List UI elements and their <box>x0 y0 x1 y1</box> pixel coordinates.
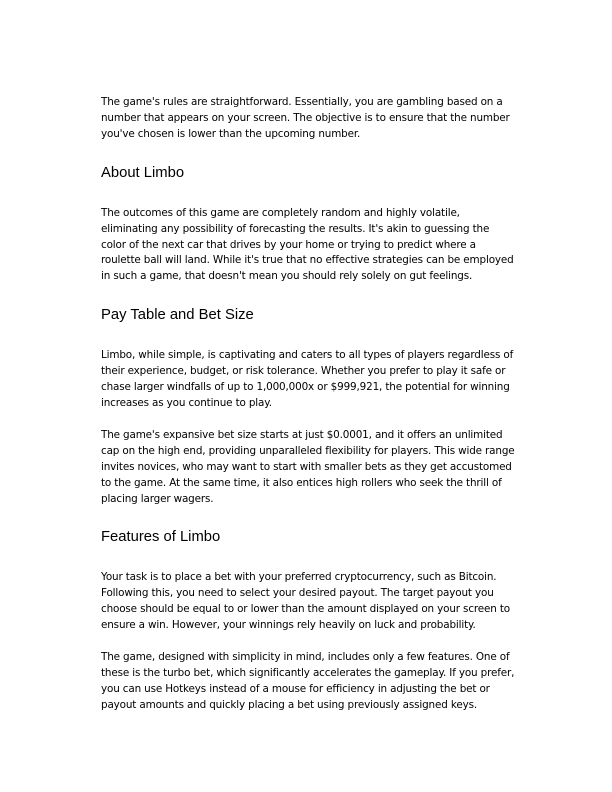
intro-paragraph: The game's rules are straightforward. Essentially, you are gambling based on a number that appears on your screen. The objective is to ensure that the number you've chosen is lower than the upcoming number. <box>101 96 510 140</box>
about-limbo-paragraph: The outcomes of this game are completely random and highly volatile, eliminating any possibility of forecasting the results. It's akin to guessing the color of the next car that drives by your home or trying to predict where a roulette ball will land. While it's true that no effective strategies can be employed in such a game, that doesn't mean you should rely solely on gut feelings. <box>101 206 514 283</box>
document-page <box>101 95 515 730</box>
heading-about-limbo: About Limbo <box>101 164 185 181</box>
heading-features: Features of Limbo <box>101 529 221 546</box>
heading-pay-table: Pay Table and Bet Size <box>101 307 254 324</box>
pay-table-paragraph-2: The game's expansive bet size starts at just $0.0001, and it offers an unlimited cap on the high end, providing unparalleled flexibility for players. This wide range invites novices, who may want to start with smaller bets as they get accustomed to the game. At the same time, it also entices high rollers who seek the thrill of placing larger wagers. <box>101 428 515 505</box>
features-paragraph-2: The game, designed with simplicity in mind, includes only a few features. One of these is the turbo bet, which significantly accelerates the gameplay. If you prefer, you can use Hotkeys instead of a mouse for efficiency in adjusting the bet or payout amounts and quickly placing a bet using previously assigned keys. <box>101 651 515 711</box>
pay-table-paragraph-1: Limbo, while simple, is captivating and caters to all types of players regardless of their experience, budget, or risk tolerance. Whether you prefer to play it safe or chase larger windfalls of up to 1,000,000x or $999,921, the potential for winning increases as you continue to play. <box>101 349 514 409</box>
features-paragraph-1: Your task is to place a bet with your preferred cryptocurrency, such as Bitcoin. Following this, you need to select your desired payout. The target payout you choose should be equal to or lower than the amount displayed on your screen to ensure a win. However, your winnings rely heavily on luck and probability. <box>101 571 510 632</box>
